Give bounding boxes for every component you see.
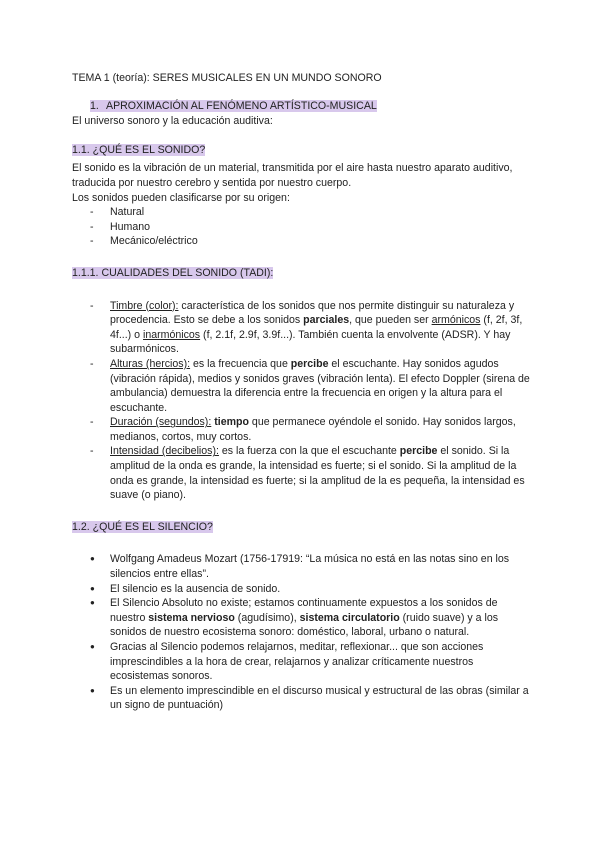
quality-duracion (72, 415, 532, 444)
quality-text: , que pueden ser (349, 314, 432, 327)
section-1-1-heading (72, 143, 532, 158)
list-item-text: El silencio es la ausencia de sonido. (110, 582, 281, 595)
sound-origin-list (72, 205, 532, 249)
quality-term: Intensidad (decibelios): (110, 445, 219, 458)
section-1-1-title: 1.1. ¿QUÉ ES EL SONIDO? (72, 143, 206, 156)
dash-marker: - (90, 416, 94, 429)
underlined-term: inarmónicos (142, 328, 201, 341)
bold-term: percibe (290, 357, 329, 370)
list-item-text: El Silencio Absoluto no existe; estamos continuamente expuestos a los sonidos de nuestro (110, 597, 498, 624)
quality-intensidad (72, 444, 532, 502)
intro-text: El universo sonoro y la educación auditiva: (72, 115, 273, 128)
list-item-text: Wolfgang Amadeus Mozart (1756-17919: “La música no está en las notas sino en los silencios entre ellas”. (110, 553, 510, 581)
doc-title: TEMA 1 (teoría): SERES MUSICALES EN UN MUNDO SONORO (72, 72, 382, 84)
document-body (72, 71, 532, 713)
dash-marker: - (90, 299, 94, 312)
list-item (72, 596, 532, 640)
dash-marker: - (90, 357, 94, 370)
dash-marker: - (90, 206, 94, 219)
list-item-text: Gracias al Silencio podemos relajarnos, meditar, reflexionar... que son acciones imprescindibles a la hora de crear, relajarnos y analizar críticamente nuestros ecosistemas sonoros. (110, 641, 484, 683)
sound-definition: El sonido es la vibración de un material, transmitida por el aire hasta nuestro aparato auditivo, traducida por nuestro cerebro y sentida por nuestro cuerpo. (72, 162, 513, 189)
quality-term: Alturas (hercios): (110, 357, 191, 370)
bold-term: tiempo (214, 416, 249, 429)
dash-marker: - (90, 220, 94, 233)
list-item (72, 582, 532, 597)
section-1-2-heading (72, 520, 532, 535)
bullet-marker: ● (90, 642, 95, 651)
dash-marker: - (90, 445, 94, 458)
section-1-number: 1. (90, 99, 99, 112)
quality-text: el sonido. Si la amplitud de la onda es grande, la intensidad es fuerte; si el sonido. Si la amplitud de la onda es grande, la intensidad es fuerte; si la amplitud de la es pequeña, la intensidad es suave (o piano). (110, 445, 525, 502)
quality-text: característica de los sonidos que nos permite distinguir su naturaleza y procedencia. Esto se debe a los sonidos (110, 299, 515, 327)
sound-classification-intro: Los sonidos pueden clasificarse por su origen: (72, 191, 290, 204)
quality-altura (72, 357, 532, 415)
section-1-1-1-heading (72, 266, 532, 281)
section-1-heading (72, 99, 532, 114)
quality-text: es la frecuencia que (190, 357, 291, 370)
list-item (72, 234, 532, 249)
silence-list (72, 552, 532, 713)
dash-marker: - (90, 235, 94, 248)
bold-term: percibe (399, 445, 438, 458)
bullet-marker: ● (90, 583, 95, 593)
bullet-marker: ● (90, 598, 95, 608)
quality-text: (f, 2.1f, 2.9f, 3.9f...). También cuenta la envolvente (ADSR). Y hay subarmónicos. (110, 328, 511, 356)
quality-term: Timbre (color): (110, 299, 179, 312)
list-item-text: Natural (110, 206, 145, 219)
bullet-marker: ● (90, 554, 95, 564)
bold-term: sistema nervioso (148, 611, 235, 624)
quality-term: Duración (segundos): (110, 416, 212, 429)
list-item-text: (agudísimo), (234, 611, 300, 624)
sound-qualities-list (72, 299, 532, 503)
list-item (72, 220, 532, 235)
list-item (72, 552, 532, 581)
section-1-2-title: 1.2. ¿QUÉ ES EL SILENCIO? (72, 520, 213, 533)
section-1-1-1-title: 1.1.1. CUALIDADES DEL SONIDO (TADI): (72, 266, 274, 279)
quality-text: (f, 2f, 3f, 4f...) o (110, 314, 523, 341)
quality-text: es la fuerza con la que el escuchante (218, 445, 400, 458)
list-item (72, 684, 532, 713)
list-item-text: (ruido suave) y a los sonidos de nuestro ecosistema sonoro: doméstico, laboral, urbano o natural. (110, 611, 499, 639)
bold-term: sistema circulatorio (299, 611, 400, 624)
bold-term: parciales (303, 314, 350, 327)
list-item-text: Humano (110, 220, 151, 233)
quality-timbre (72, 299, 532, 357)
list-item (72, 205, 532, 220)
bullet-marker: ● (90, 685, 95, 695)
list-item-text: Mecánico/eléctrico (110, 235, 198, 248)
quality-text: el escuchante. Hay sonidos agudos (vibración rápida), medios y sonidos graves (vibración lenta). El efecto Doppler (sirena de ambulancia) demuestra la diferencia entre la frecuencia en origen y la altura para el escuchante. (110, 357, 530, 414)
section-1-title: APROXIMACIÓN AL FENÓMENO ARTÍSTICO-MUSICAL (106, 99, 377, 112)
section-1-highlight (90, 100, 377, 112)
quality-text: que permanece oyéndole el sonido. Hay sonidos largos, medianos, cortos, muy cortos. (110, 416, 516, 443)
list-item-text: Es un elemento imprescindible en el discurso musical y estructural de las obras (similar a un signo de puntuación) (110, 684, 529, 712)
underlined-term: armónicos (431, 314, 481, 327)
list-item (72, 640, 532, 684)
